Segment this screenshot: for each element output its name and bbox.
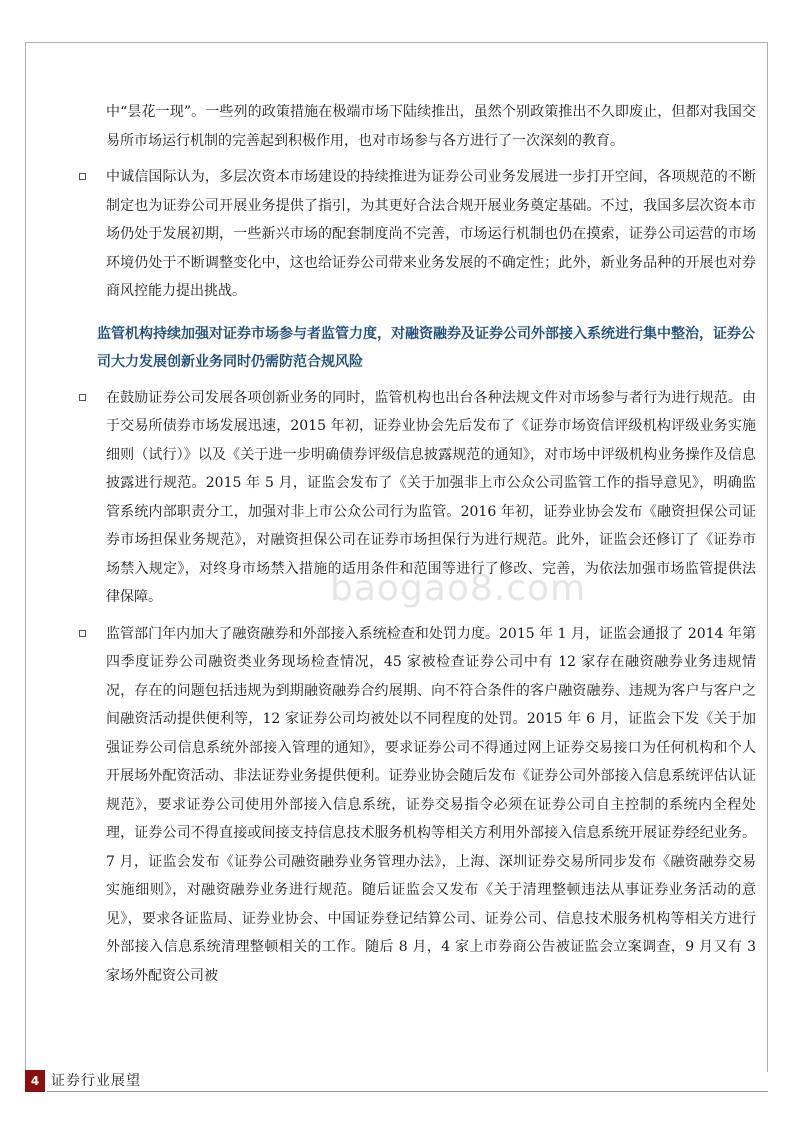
watermark: baogao8.com [330, 568, 587, 609]
square-bullet-icon [79, 173, 86, 180]
document-body [97, 98, 756, 990]
square-bullet-icon [79, 394, 86, 401]
page-frame-right [767, 42, 768, 1072]
footer-title: 证券行业展望 [51, 1073, 141, 1089]
footer-rule [47, 1091, 768, 1092]
page-number-badge: 4 [25, 1070, 45, 1092]
page-footer [25, 1070, 768, 1092]
paragraph-text: 中诚信国际认为，多层次资本市场建设的持续推进为证券公司业务发展进一步打开空间，各项规范的不断制定也为证券公司开展业务提供了指引，为其更好合法合规开展业务奠定基础。不过，我国多层次资本市场仍处于发展初期，一些新兴市场的配套制度尚不完善，市场运行机制也仍在摸索，证券公司运营的市场环境仍处于不断调整变化中，这也给证券公司带来业务发展的不确定性；此外，新业务品种的开展也对券商风控能力提出挑战。 [106, 169, 756, 299]
bullet-paragraph-3 [106, 620, 756, 991]
square-bullet-icon [79, 630, 86, 637]
paragraph-text: 监管部门年内加大了融资融券和外部接入系统检查和处罚力度。2015 年 1 月，证监会通报了 2014 年第四季度证券公司融资类业务现场检查情况，45 家被检查证券公司中有 12 家存在融资融券业务违规情况，存在的问题包括违规为到期融资融券合约展期、向不符合条件的客户融资融券、违规为客户与客户之间融资活动提供便利等，12 家证券公司均被处以不同程度的处罚。2015 年 6 月，证监会下发《关于加强证券公司信息系统外部接入管理的通知》，要求证券公司不得通过网上证券交易接口为任何机构和个人开展场外配资活动、非法证券业务提供便利。证券业协会随后发布《证券公司外部接入信息系统评估认证规范》，要求证券公司使用外部接入信息系统，证券交易指令必须在证券公司自主控制的系统内全程处理，证券公司不得直接或间接支持信息技术服务机构等相关方利用外部接入信息系统开展证券经纪业务。7 月，证监会发布《证券公司融资融券业务管理办法》，上海、深圳证券交易所同步发布《融资融券交易实施细则》，对融资融券业务进行规范。随后证监会又发布《关于清理整顿违法从事证券业务活动的意见》，要求各证监局、证券业协会、中国证券登记结算公司、证券公司、信息技术服务机构等相关方进行外部接入信息系统清理整顿相关的工作。随后 8 月，4 家上市券商公告被证监会立案调查，9 月又有 3 家场外配资公司被 [106, 625, 756, 984]
paragraph-continued: 中“昙花一现”。一些列的政策措施在极端市场下陆续推出，虽然个别政策推出不久即废止，但都对我国交易所市场运行机制的完善起到积极作用，也对市场参与各方进行了一次深刻的教育。 [106, 104, 756, 149]
bullet-paragraph-2 [106, 384, 756, 612]
page-frame-top [25, 42, 768, 43]
page-frame-left [25, 42, 26, 1072]
paragraph-text: 在鼓励证券公司发展各项创新业务的同时，监管机构也出台各种法规文件对市场参与者行为进行规范。由于交易所债券市场发展迅速，2015 年初，证券业协会先后发布了《证券市场资信评级机构评级业务实施细则（试行）》以及《关于进一步明确债券评级信息披露规范的通知》，对市场中评级机构业务操作及信息披露进行规范。2015 年 5 月，证监会发布了《关于加强非上市公众公司监管工作的指导意见》，明确监管系统内部职责分工，加强对非上市公众公司行为监管。2016 年初，证券业协会发布《融资担保公司证券市场担保业务规范》，对融资担保公司在证券市场担保行为进行规范。此外，证监会还修订了《证券市场禁入规定》，对终身市场禁入措施的适用条件和范围等进行了修改、完善，为依法加强市场监管提供法律保障。 [106, 389, 756, 605]
bullet-paragraph-1 [106, 163, 756, 306]
section-heading: 监管机构持续加强对证券市场参与者监管力度，对融资融券及证券公司外部接入系统进行集中整治，证券公司大力发展创新业务同时仍需防范合规风险 [97, 325, 755, 370]
